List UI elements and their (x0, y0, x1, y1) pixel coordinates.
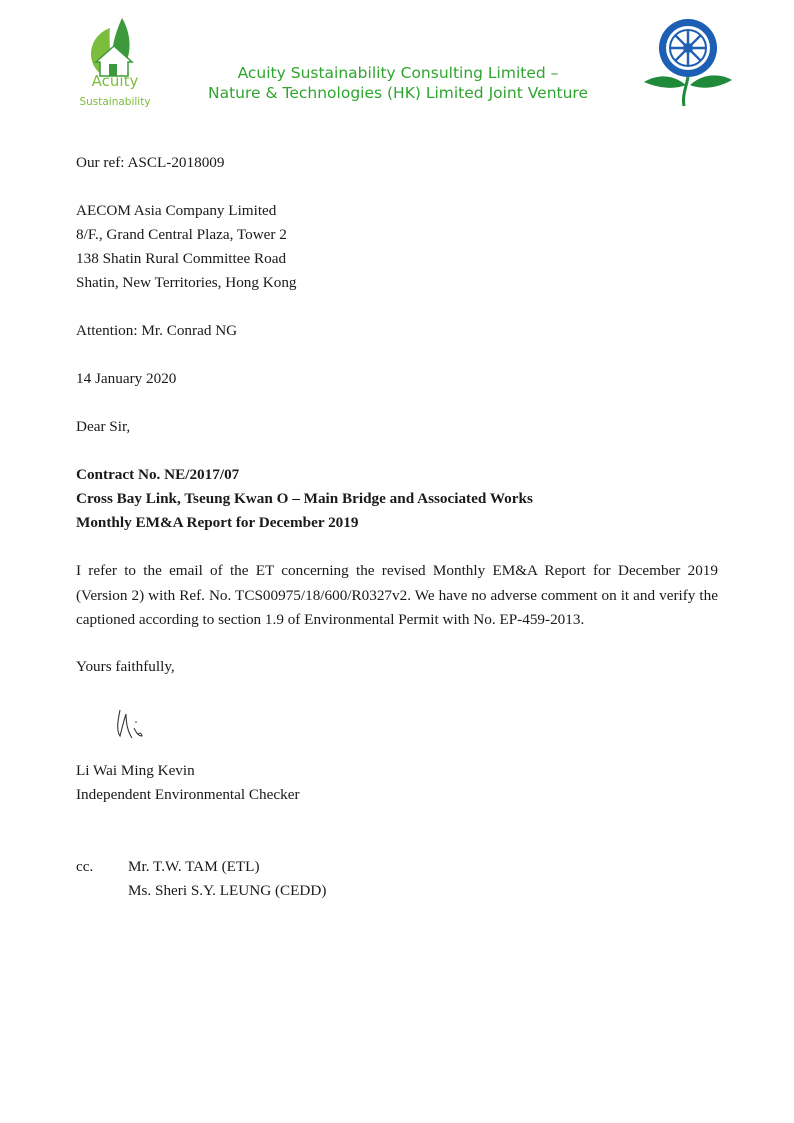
signer-name: Li Wai Ming Kevin (76, 762, 195, 779)
logo-wordmark: Acuity (91, 72, 139, 90)
cc-label: cc. (76, 858, 94, 875)
logo-subtitle: Sustainability (79, 96, 151, 108)
subject-line: Contract No. NE/2017/07 (76, 466, 240, 483)
address-line: 138 Shatin Rural Committee Road (76, 250, 287, 267)
address-line: 8/F., Grand Central Plaza, Tower 2 (76, 226, 287, 243)
letterhead-title-line-1: Acuity Sustainability Consulting Limited – (237, 64, 559, 82)
letterhead-title-line-2: Nature & Technologies (HK) Limited Joint Venture (208, 84, 588, 102)
subject-block (76, 463, 533, 535)
letterhead-title (160, 63, 636, 103)
salutation: Dear Sir, (76, 418, 131, 435)
signer-title: Independent Environmental Checker (76, 786, 300, 803)
our-reference: Our ref: ASCL-2018009 (76, 154, 225, 171)
handwritten-signature (112, 706, 152, 746)
address-line: Shatin, New Territories, Hong Kong (76, 274, 297, 291)
cc-recipient: Mr. T.W. TAM (ETL) (128, 858, 260, 875)
letter-date: 14 January 2020 (76, 370, 177, 387)
recipient-address (76, 199, 297, 295)
subject-line: Monthly EM&A Report for December 2019 (76, 514, 359, 531)
cc-recipient: Ms. Sheri S.Y. LEUNG (CEDD) (128, 882, 327, 899)
body-paragraph: I refer to the email of the ET concerning the revised Monthly EM&A Report for December 2019 (Version 2) with Ref. No. TCS00975/18/600/R0327v2. We have no adverse comment on it and verify the captioned according to section 1.9 of Environmental Permit with No. EP-459-2013. (76, 562, 718, 628)
signature-block (76, 759, 300, 807)
wheel-flower-logo-icon (640, 18, 736, 108)
address-line: AECOM Asia Company Limited (76, 202, 277, 219)
closing: Yours faithfully, (76, 658, 175, 675)
subject-line: Cross Bay Link, Tseung Kwan O – Main Bridge and Associated Works (76, 490, 533, 507)
cc-list (128, 855, 326, 903)
attention-line: Attention: Mr. Conrad NG (76, 322, 238, 339)
